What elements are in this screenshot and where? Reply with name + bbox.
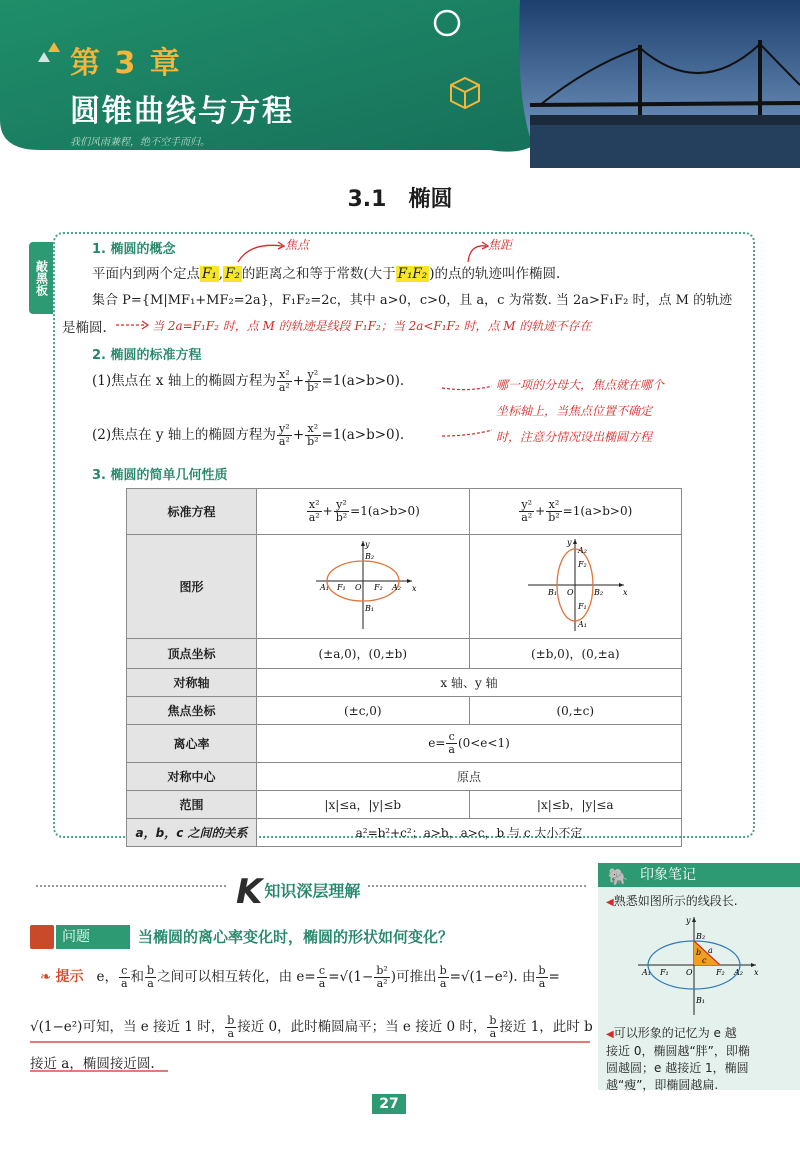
svg-text:x: x — [411, 584, 417, 593]
cell-std-eq-y: $\frac{\text{y²}}{\text{a²}}$ + $\frac{\text{x²}}{\text{b²}}$ =1(a>b>0) — [469, 489, 682, 535]
side-note-title: 印象笔记 — [640, 867, 696, 883]
hint-paragraph-line-1: ❧ 提示 e， $\frac{c}{a}$ 和 $\frac{b}{a}$ 之间可以相互转化，由 e= $\frac{c}{a}$ =√(1− $\frac{\text{b²}}{\text{a²}}$ )可推出 $\frac{b}{a}$ =√(1−e²). 由 $\frac{b}{a}$ = — [40, 964, 560, 990]
table-cell: 原点 — [257, 763, 682, 791]
frac-c-a: $\frac{c}{a}$ — [448, 730, 455, 756]
side-line-1-text: 熟悉如图所示的线段长. — [613, 894, 738, 908]
question-label: 问题 — [56, 925, 130, 949]
focus-annotation: 焦点 — [285, 238, 310, 252]
eq-handwritten-note — [496, 372, 664, 450]
svg-text:F₁: F₁ — [660, 968, 669, 977]
frac-y2-b2: $\frac{\text{y²}}{\text{b²}}$ — [307, 368, 319, 394]
table-cell: |x|≤a，|y|≤b — [257, 791, 470, 819]
eq-note-line-2: 坐标轴上，当焦点位置不确定 — [496, 404, 653, 418]
svg-text:a: a — [708, 946, 713, 955]
hint-text-h: 接近 1，此时 b — [499, 1019, 593, 1035]
table-cell: (±b,0)，(0,±a) — [469, 639, 682, 669]
table-cell — [257, 725, 682, 763]
focal-segment: F₁F₂ — [397, 266, 428, 282]
svg-text:O: O — [354, 583, 362, 592]
side-note-body — [598, 887, 800, 1090]
standard-eq-y: (2)焦点在 y 轴上的椭圆方程为 $\frac{\text{y²}}{\text{a²}}$ + $\frac{\text{x²}}{\text{b²}}$ =1(a>b>0). — [92, 422, 405, 448]
table-row — [127, 535, 682, 639]
table-row — [127, 791, 682, 819]
k-logo-icon: K — [236, 872, 263, 912]
hint-text-f: 可知，当 e 接近 1 时， — [82, 1019, 225, 1035]
side-note-line-1 — [606, 893, 738, 911]
table-row — [127, 763, 682, 791]
question-text: 当椭圆的离心率变化时，椭圆的形状如何变化？ — [138, 928, 454, 946]
table-row — [127, 819, 682, 847]
row-label: 范围 — [127, 791, 257, 819]
svg-text:F₁: F₁ — [578, 602, 588, 611]
hint-underlines — [30, 1040, 590, 1074]
focus-f2: F₂ — [225, 266, 240, 282]
concept-text-a: 平面内到两个定点 — [92, 266, 200, 282]
table-cell: x 轴、y 轴 — [257, 669, 682, 697]
side-body-line-4: 越“瘦”，即椭圆越扁. — [606, 1078, 719, 1092]
svg-text:y: y — [364, 540, 370, 549]
svg-text:y: y — [686, 916, 691, 925]
table-cell: (±c,0) — [257, 697, 470, 725]
side-note-header — [598, 863, 800, 887]
concept-line-1 — [92, 262, 560, 282]
bullet-triangle-icon: ◀ — [606, 897, 614, 908]
elephant-icon: 🐘 — [608, 867, 628, 886]
focus-f1: F₁ — [202, 266, 217, 282]
bullet-triangle-icon: ◀ — [606, 1029, 614, 1040]
svg-text:c: c — [702, 956, 707, 965]
hint-paragraph-line-2: √(1−e²)可知，当 e 接近 1 时， $\frac{b}{a}$ 接近 0，此时椭圆扁平；当 e 接近 0 时， $\frac{b}{a}$ 接近 1，此时 b — [30, 1014, 593, 1040]
side-note-body-text — [606, 1025, 796, 1094]
row-label: 离心率 — [127, 725, 257, 763]
vertical-ellipse-figure — [469, 535, 682, 639]
standard-eq-heading: 2. 椭圆的标准方程 — [92, 348, 202, 363]
concept-line-2: 集合 P={M|MF₁+MF₂=2a}，F₁F₂=2c，其中 a>0，c>0，且 a，c 为常数. 当 2a>F₁F₂ 时，点 M 的轨迹 — [92, 293, 733, 308]
table-cell: |x|≤b，|y|≤a — [469, 791, 682, 819]
hint-text-a: e， — [96, 969, 118, 985]
side-body-line-1 — [606, 1025, 796, 1043]
svg-text:B₂: B₂ — [696, 932, 706, 941]
svg-text:F₂: F₂ — [373, 583, 383, 592]
frac-x2-a2: $\frac{\text{x²}}{\text{a²}}$ — [278, 368, 290, 394]
side-body-line-3: 圆越圆；e 越接近 1，椭圆 — [606, 1061, 749, 1075]
row-label: 焦点坐标 — [127, 697, 257, 725]
svg-text:A₁: A₁ — [578, 620, 588, 629]
note-arrow-icon — [114, 318, 152, 332]
row-label: 标准方程 — [127, 489, 257, 535]
eq-y-text: (2)焦点在 y 轴上的椭圆方程为 — [92, 427, 276, 443]
concept-line-3: 是椭圆. — [62, 320, 107, 336]
deep-understanding-title — [228, 872, 368, 912]
eq-note-arrows — [440, 378, 500, 438]
svg-text:B₁: B₁ — [364, 604, 374, 613]
row-label: 对称轴 — [127, 669, 257, 697]
properties-table — [126, 488, 682, 847]
eccentricity-prefix: e= — [428, 736, 446, 750]
table-cell: (0,±c) — [469, 697, 682, 725]
table-cell: (±a,0)，(0,±b) — [257, 639, 470, 669]
chapter-banner — [0, 0, 800, 168]
hint-text-e: . 由 — [513, 969, 536, 985]
table-row — [127, 725, 682, 763]
concept-text-b: 的距离之和等于常数(大于 — [241, 266, 396, 282]
chapter-title: 圆锥曲线与方程 — [70, 94, 294, 129]
eq-x-text: (1)焦点在 x 轴上的椭圆方程为 — [92, 373, 276, 389]
hint-text-c: 之间可以相互转化，由 e= — [157, 969, 316, 985]
svg-text:A₂: A₂ — [734, 968, 743, 977]
svg-text:B₂: B₂ — [364, 552, 374, 561]
side-note-panel — [598, 858, 800, 1090]
row-label: 图形 — [127, 535, 257, 639]
frac-x2-b2: $\frac{\text{x²}}{\text{b²}}$ — [307, 422, 319, 448]
svg-text:F₂: F₂ — [578, 560, 588, 569]
svg-text:A₁: A₁ — [642, 968, 651, 977]
book-icon — [30, 925, 54, 949]
table-cell: a²=b²+c²；a>b，a>c，b 与 c 大小不定 — [257, 819, 682, 847]
svg-text:x: x — [623, 588, 628, 597]
section-title: 3.1 椭圆 — [347, 187, 453, 212]
properties-heading: 3. 椭圆的简单几何性质 — [92, 468, 228, 483]
concept-text-c: )的点的轨迹叫作椭圆. — [429, 266, 561, 282]
frac-y2-a2: $\frac{\text{y²}}{\text{a²}}$ — [278, 422, 290, 448]
standard-eq-x: (1)焦点在 x 轴上的椭圆方程为 $\frac{\text{x²}}{\text{a²}}$ + $\frac{\text{y²}}{\text{b²}}$ =1(a>b>0). — [92, 368, 405, 394]
side-body-text-1: 可以形象的记忆为 e 越 — [613, 1026, 737, 1040]
eccentricity-range: (0<e<1) — [457, 736, 510, 750]
table-row — [127, 489, 682, 535]
row-label: a，b，c 之间的关系 — [127, 819, 257, 847]
cell-std-eq-x: $\frac{\text{x²}}{\text{a²}}$ + $\frac{\text{y²}}{\text{b²}}$ =1(a>b>0) — [257, 489, 470, 535]
blackboard-tab — [29, 242, 53, 314]
svg-text:B₁: B₁ — [696, 996, 706, 1005]
cell-eq-y-tail: =1(a>b>0) — [562, 504, 633, 518]
svg-text:y: y — [567, 538, 572, 547]
hint-text-g: 接近 0，此时椭圆扁平；当 e 接近 0 时， — [237, 1019, 487, 1035]
hint-leaf-icon: ❧ — [40, 969, 52, 985]
concept-comma: , — [218, 266, 224, 282]
eq-note-line-1: 哪一项的分母大，焦点就在哪个 — [496, 378, 665, 392]
cell-eq-x-tail: =1(a>b>0) — [350, 504, 420, 518]
svg-text:F₁: F₁ — [336, 583, 346, 592]
chapter-number: 第 3 章 — [70, 46, 182, 81]
eq-y-tail: =1(a>b>0). — [321, 427, 405, 443]
segment-length-figure — [634, 913, 764, 1019]
horizontal-ellipse-figure — [257, 535, 470, 639]
svg-text:B₂: B₂ — [594, 588, 604, 597]
blackboard-tab-label: 敲黑板 — [34, 260, 49, 296]
concept-handwritten-note: 当 2a=F₁F₂ 时，点 M 的轨迹是线段 F₁F₂；当 2a<F₁F₂ 时，点 M 的轨迹不存在 — [152, 319, 592, 333]
eq-note-line-3: 时，注意分情况设出椭圆方程 — [496, 430, 653, 444]
svg-text:A₁: A₁ — [319, 583, 329, 592]
deep-title-text: 知识深层理解 — [264, 881, 361, 901]
hint-label: 提示 — [55, 969, 84, 985]
eq-x-tail: =1(a>b>0). — [321, 373, 405, 389]
table-row — [127, 697, 682, 725]
svg-text:B₁: B₁ — [548, 588, 558, 597]
side-body-line-2: 接近 0，椭圆越“胖”，即椭 — [606, 1044, 750, 1058]
svg-text:b: b — [696, 948, 702, 957]
row-label: 顶点坐标 — [127, 639, 257, 669]
svg-text:O: O — [686, 968, 693, 977]
concept-heading: 1. 椭圆的概念 — [92, 242, 176, 257]
svg-text:F₂: F₂ — [716, 968, 725, 977]
question-row — [30, 925, 590, 951]
svg-text:A₂: A₂ — [391, 583, 401, 592]
hint-text-b: 和 — [130, 969, 145, 985]
focal-length-annotation: 焦距 — [488, 238, 513, 252]
hint-paragraph-line-3: 接近 a，椭圆接近圆. — [30, 1056, 155, 1072]
svg-text:A₂: A₂ — [578, 546, 588, 555]
svg-text:O: O — [567, 588, 574, 597]
hint-text-d: 可推出 — [396, 969, 437, 985]
table-row — [127, 669, 682, 697]
svg-text:x: x — [754, 968, 759, 977]
chapter-slogan: 我们风雨兼程，绝不空手而归。 — [70, 137, 210, 148]
table-row — [127, 639, 682, 669]
row-label: 对称中心 — [127, 763, 257, 791]
page-number: 27 — [372, 1094, 406, 1114]
